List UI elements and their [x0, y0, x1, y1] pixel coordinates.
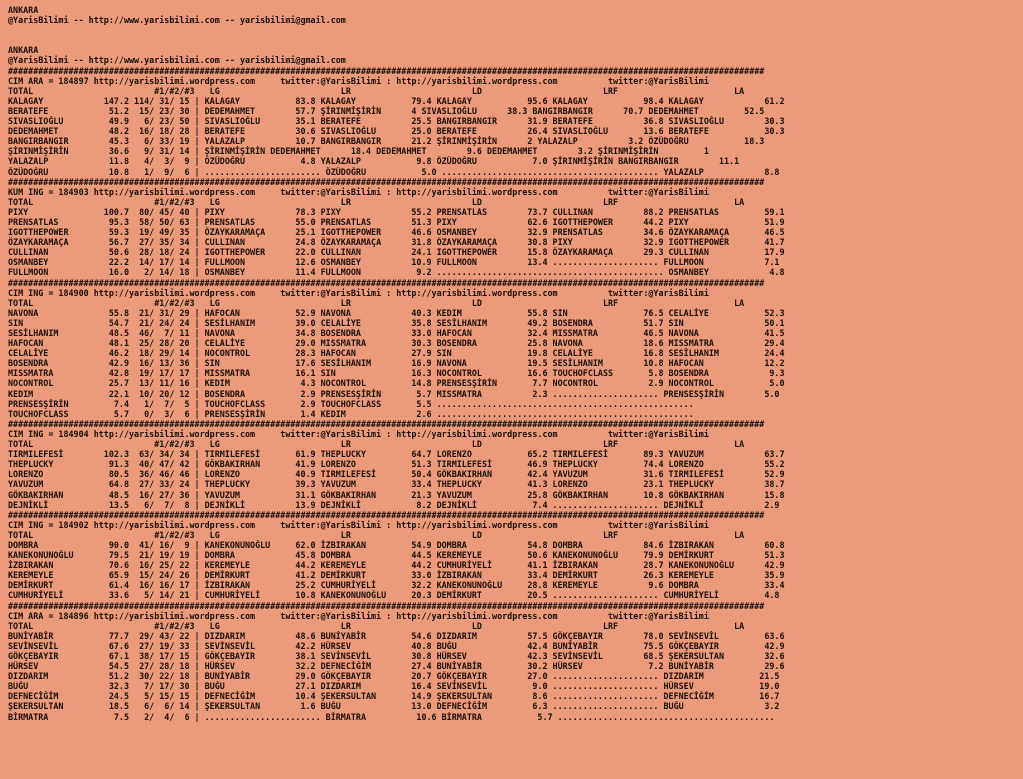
- race-row: SESİLHANIM 48.5 46/ 7/ 11 | NAVONA 34.8 BOSENDRA 33.0 HAFOCAN 32.4 MISSMATRA 46.5 NAVONA 41.5: [8, 328, 785, 338]
- race-row: GÖKBAKIRHAN 48.5 16/ 27/ 36 | YAVUZUM 31.1 GÖKBAKIRHAN 21.3 YAVUZUM 25.8 GÖKBAKIRHAN 10.8 GÖKBAKIRHAN 15.8: [8, 489, 785, 500]
- race-row: CULLINAN 50.6 28/ 18/ 24 | IGOTTHEPOWER 22.0 CULLINAN 24.1 IGOTTHEPOWER 15.8 ÖZAYKARAMAÇA 29.3 CULLINAN 17.9: [8, 247, 785, 258]
- race-row: SIN 54.7 21/ 24/ 24 | SESİLHANIM 39.0 CELALİYE 35.8 SESİLHANIM 49.2 BOSENDRA 51.7 SIN 50.1: [8, 317, 785, 328]
- race-list: [8, 66, 1023, 722]
- race-block: [8, 601, 1023, 722]
- race-row: KALAGAY 147.2 114/ 31/ 15 | KALAGAY 83.8 KALAGAY 79.4 KALAGAY 95.6 KALAGAY 98.4 KALAGAY 61.2: [8, 95, 785, 106]
- race-row: SIVASLIOĞLU 49.9 6/ 23/ 50 | SIVASLIOĞLU 35.1 BERATEFE 25.5 BANGIRBANGIR 31.9 BERATEFE 36.8 SIVASLIOĞLU 30.3: [8, 116, 785, 127]
- race-row: YAVUZUM 64.8 27/ 33/ 24 | THEPLUCKY 39.3 YAVUZUM 33.4 THEPLUCKY 41.3 LORENZO 23.1 THEPLUCKY 38.7: [8, 479, 785, 490]
- race-row: ŞİRINMİŞİRİN 36.6 9/ 31/ 14 | ŞİRINMİŞİRİN DEDEMAHMET 18.4 DEDEMAHMET 9.6 DEDEMAHMET 3.2 ŞİRINMİŞİRİN 1: [8, 146, 709, 157]
- race-row: DEMİRKURT 61.4 16/ 16/ 17 | İZBIRAKAN 25.2 CUMHURİYELİ 32.2 KANEKONUNOĞLU 28.8 KEREMEYLE 9.6 DOMBRA 33.4: [8, 580, 785, 591]
- race-row: BANGIRBANGIR 45.3 6/ 33/ 19 | YALAZALP 10.7 BANGIRBANGIR 21.2 ŞİRINMİŞİRİN 2 YALAZALP 3.2 ÖZÜDOĞRU 18.3: [8, 136, 765, 147]
- header-city: ANKARA: [8, 45, 39, 56]
- race-row: CELALİYE 46.2 18/ 29/ 14 | NOCONTROL 28.3 HAFOCAN 27.9 SIN 19.8 CELALİYE 16.8 SESİLHANIM 24.4: [8, 348, 785, 359]
- separator-line: ######################################################################################################################################################: [8, 418, 765, 429]
- race-row: PRENSATLAS 95.3 58/ 50/ 63 | PRENSATLAS 55.0 PRENSATLAS 51.3 PIXY 62.6 IGOTTHEPOWER 44.2 PIXY 51.9: [8, 216, 785, 227]
- race-row: BUNİYABİR 77.7 29/ 43/ 22 | DIZDARIM 48.6 BUNİYABİR 54.6 DIZDARIM 57.5 GÖKÇEBAYIR 78.0 SEVİNSEVİL 63.6: [8, 630, 785, 641]
- separator-line: ######################################################################################################################################################: [8, 600, 765, 611]
- separator-line: ######################################################################################################################################################: [8, 176, 765, 187]
- race-row: THEPLUCKY 91.3 40/ 47/ 42 | GÖKBAKIRHAN 41.9 LORENZO 51.3 TIRMILEFESİ 46.9 THEPLUCKY 74.4 LORENZO 55.2: [8, 459, 785, 470]
- race-block: [8, 177, 1023, 278]
- column-header-line: TOTAL #1/#2/#3 LG LR LD LRF LA: [8, 620, 745, 631]
- race-row: HAFOCAN 48.1 25/ 28/ 20 | CELALİYE 29.0 MISSMATRA 30.3 BOSENDRA 25.8 NAVONA 18.6 MISSMATRA 29.4: [8, 338, 785, 349]
- race-header-line: CIM ARA = 184897 http://yarisbilimi.wordpress.com twitter:@YarisBilimi : http://yarisbilimi.wordpress.com twitter:@YarisBilimi: [8, 75, 709, 86]
- race-row: NAVONA 55.8 21/ 31/ 29 | HAFOCAN 52.9 NAVONA 40.3 KEDIM 55.8 SIN 76.5 CELALİYE 52.3: [8, 307, 785, 318]
- race-header-line: CIM ING = 184902 http://yarisbilimi.wordpress.com twitter:@YarisBilimi : http://yarisbilimi.wordpress.com twitter:@YarisBilimi: [8, 519, 709, 530]
- race-row: DEFNECİĞİM 24.5 5/ 15/ 15 | DEFNECİĞİM 10.4 ŞEKERSULTAN 14.9 ŞEKERSULTAN 8.6 ..................... DEFNECİĞİM 16.7: [8, 691, 780, 702]
- race-row: MISSMATRA 42.8 19/ 17/ 17 | MISSMATRA 16.1 SIN 16.3 NOCONTROL 16.6 TOUCHOFCLASS 5.8 BOSENDRA 9.3: [8, 368, 785, 379]
- column-header-line: TOTAL #1/#2/#3 LG LR LD LRF LA: [8, 297, 745, 308]
- column-header-line: TOTAL #1/#2/#3 LG LR LD LRF LA: [8, 529, 745, 540]
- race-row: YALAZALP 11.8 4/ 3/ 9 | ÖZÜDOĞRU 4.8 YALAZALP 9.8 ÖZÜDOĞRU 7.0 ŞİRINMİŞİRİN BANGIRBANGIR 11.1: [8, 156, 740, 167]
- race-block: [8, 278, 1023, 419]
- race-row: GÖKÇEBAYIR 67.1 38/ 17/ 15 | GÖKÇEBAYIR 38.1 SEVİNSEVİL 30.8 HÜRSEV 42.3 SEVİNSEVİL 68.5 ŞEKERSULTAN 32.6: [8, 651, 785, 661]
- race-row: KEREMEYLE 65.9 15/ 24/ 26 | DEMİRKURT 41.2 DEMİRKURT 33.0 İZBIRAKAN 33.4 DEMİRKURT 26.3 KEREMEYLE 35.9: [8, 570, 785, 581]
- race-row: DEDEMAHMET 48.2 16/ 18/ 28 | BERATEFE 30.6 SIVASLIOĞLU 25.0 BERATEFE 26.4 SIVASLIOĞLU 13.6 BERATEFE 30.3: [8, 126, 785, 137]
- race-block: [8, 510, 1023, 601]
- race-row: BOSENDRA 42.9 16/ 13/ 36 | SIN 17.6 SESİLHANIM 16.9 NAVONA 19.5 SESİLHANIM 10.8 HAFOCAN 12.2: [8, 358, 785, 369]
- race-row: OSMANBEY 22.2 14/ 17/ 14 | FULLMOON 12.6 OSMANBEY 10.9 FULLMOON 13.4 ..................... FULLMOON 7.1: [8, 257, 780, 268]
- race-row: KEDIM 22.1 10/ 20/ 12 | BOSENDRA 2.9 PRENSESŞİRİN 5.7 MISSMATRA 2.3 ..................... PRENSESŞİRİN 5.0: [8, 388, 780, 399]
- race-row: PIXY 100.7 80/ 45/ 40 | PIXY 78.3 PIXY 55.2 PRENSATLAS 73.7 CULLINAN 88.2 PRENSATLAS 59.1: [8, 206, 785, 217]
- race-row: ÖZAYKARAMAÇA 56.7 27/ 35/ 34 | CULLINAN 24.8 ÖZAYKARAMAÇA 31.8 ÖZAYKARAMAÇA 30.8 PIXY 32.9 IGOTTHEPOWER 41.7: [8, 237, 785, 248]
- race-row: TIRMILEFESİ 102.3 63/ 34/ 34 | TIRMILEFESİ 61.9 THEPLUCKY 64.7 LORENZO 65.2 TIRMILEFESİ 89.3 YAVUZUM 63.7: [8, 449, 785, 460]
- race-block: [8, 419, 1023, 510]
- race-header-line: CIM ING = 184900 http://yarisbilimi.wordpress.com twitter:@YarisBilimi : http://yarisbilimi.wordpress.com twitter:@YarisBilimi: [8, 287, 709, 298]
- race-row: İZBIRAKAN 70.6 16/ 25/ 22 | KEREMEYLE 44.2 KEREMEYLE 44.2 CUMHURİYELİ 41.1 İZBIRAKAN 28.7 KANEKONUNOĞLU 42.9: [8, 560, 785, 571]
- race-row: ŞEKERSULTAN 18.5 6/ 6/ 14 | ŞEKERSULTAN 1.6 BUĞU 13.0 DEFNECİĞİM 6.3 ..................... BUĞU 3.2: [8, 701, 780, 712]
- separator-line: ######################################################################################################################################################: [8, 65, 765, 76]
- race-header-line: CIM ARA = 184896 http://yarisbilimi.wordpress.com twitter:@YarisBilimi : http://yarisbilimi.wordpress.com twitter:@YarisBilimi: [8, 610, 709, 621]
- race-row: SEVİNSEVİL 67.6 27/ 19/ 33 | SEVİNSEVİL 42.2 HÜRSEV 40.8 BUĞU 42.4 BUNİYABİR 75.5 GÖKÇEBAYIR 42.9: [8, 640, 785, 651]
- race-header-line: CIM ING = 184904 http://yarisbilimi.wordpress.com twitter:@YarisBilimi : http://yarisbilimi.wordpress.com twitter:@YarisBilimi: [8, 428, 709, 439]
- column-header-line: TOTAL #1/#2/#3 LG LR LD LRF LA: [8, 85, 745, 96]
- header-city: ANKARA: [8, 5, 39, 15]
- header-contact: @YarisBilimi -- http://www.yarisbilimi.com -- yarisbilimi@gmail.com: [8, 15, 346, 26]
- race-row: TOUCHOFCLASS 5.7 0/ 3/ 6 | PRENSESŞİRİN 1.4 KEDIM 2.6 ...................................................: [8, 408, 694, 419]
- race-row: IGOTTHEPOWER 59.3 19/ 49/ 35 | ÖZAYKARAMAÇA 25.1 IGOTTHEPOWER 46.6 OSMANBEY 32.9 PRENSATLAS 34.6 ÖZAYKARAMAÇA 46.5: [8, 227, 785, 238]
- race-row: LORENZO 80.5 36/ 46/ 46 | LORENZO 40.9 TIRMILEFESİ 50.4 GÖKBAKIRHAN 42.4 YAVUZUM 31.6 TIRMILEFESİ 52.9: [8, 469, 785, 480]
- race-row: DIZDARIM 51.2 30/ 22/ 18 | BUNİYABİR 29.0 GÖKÇEBAYIR 20.7 GÖKÇEBAYIR 27.0 ..................... DIZDARIM 21.5: [8, 671, 780, 682]
- race-row: BİRMATRA 7.5 2/ 4/ 6 | ....................... BİRMATRA 10.6 BİRMATRA 5.7 ...........................................: [8, 711, 775, 722]
- race-row: BERATEFE 51.2 15/ 23/ 30 | DEDEMAHMET 57.7 ŞİRINMİŞİRİN 4 SIVASLIOĞLU 38.3 BANGIRBANGIR 70.7 DEDEMAHMET 52.5: [8, 105, 765, 116]
- column-header-line: TOTAL #1/#2/#3 LG LR LD LRF LA: [8, 439, 745, 450]
- race-header-line: KUM ING = 184903 http://yarisbilimi.wordpress.com twitter:@YarisBilimi : http://yarisbilimi.wordpress.com twitter:@YarisBilimi: [8, 186, 709, 197]
- race-row: HÜRSEV 54.5 27/ 28/ 18 | HÜRSEV 32.2 DEFNECİĞİM 27.4 BUNİYABİR 30.2 HÜRSEV 7.2 BUNİYABİR 29.6: [8, 661, 785, 672]
- race-block: [8, 66, 1023, 177]
- header-contact: @YarisBilimi -- http://www.yarisbilimi.com -- yarisbilimi@gmail.com: [8, 55, 346, 66]
- race-row: BUĞU 32.3 7/ 17/ 30 | BUĞU 27.1 DIZDARIM 16.4 SEVİNSEVİL 9.0 ..................... HÜRSEV 19.0: [8, 681, 780, 692]
- race-row: DOMBRA 90.0 41/ 16/ 9 | KANEKONUNOĞLU 62.0 İZBIRAKAN 54.9 DOMBRA 54.8 DOMBRA 84.6 İZBIRAKAN 60.8: [8, 539, 785, 550]
- race-row: PRENSESŞİRİN 7.4 1/ 7/ 5 | TOUCHOFCLASS 2.9 TOUCHOFCLASS 5.5 ...................................................: [8, 398, 694, 409]
- race-row: KANEKONUNOĞLU 79.5 21/ 19/ 19 | DOMBRA 45.8 DOMBRA 44.5 KEREMEYLE 50.6 KANEKONUNOĞLU 79.9 DEMİRKURT 51.3: [8, 550, 785, 561]
- race-row: ÖZÜDOĞRU 10.8 1/ 9/ 6 | ....................... ÖZÜDOĞRU 5.0 ........................................... YALAZALP 8.8: [8, 166, 780, 177]
- column-header-line: TOTAL #1/#2/#3 LG LR LD LRF LA: [8, 196, 745, 207]
- race-row: CUMHURİYELİ 33.6 5/ 14/ 21 | CUMHURİYELİ 10.8 KANEKONUNOĞLU 20.3 DEMİRKURT 20.5 ..................... CUMHURİYELİ 4.8: [8, 590, 780, 601]
- separator-line: ######################################################################################################################################################: [8, 277, 765, 288]
- race-row: DEJNİKLİ 13.5 6/ 7/ 8 | DEJNİKLİ 13.9 DEJNİKLİ 8.2 DEJNİKLİ 7.4 ..................... DEJNİKLİ 2.9: [8, 499, 780, 510]
- race-row: NOCONTROL 25.7 13/ 11/ 16 | KEDIM 4.3 NOCONTROL 14.8 PRENSESŞİRİN 7.7 NOCONTROL 2.9 NOCONTROL 5.0: [8, 378, 785, 389]
- separator-line: ######################################################################################################################################################: [8, 509, 765, 520]
- race-row: FULLMOON 16.0 2/ 14/ 18 | OSMANBEY 11.4 FULLMOON 9.2 ............................................. OSMANBEY 4.8: [8, 267, 785, 278]
